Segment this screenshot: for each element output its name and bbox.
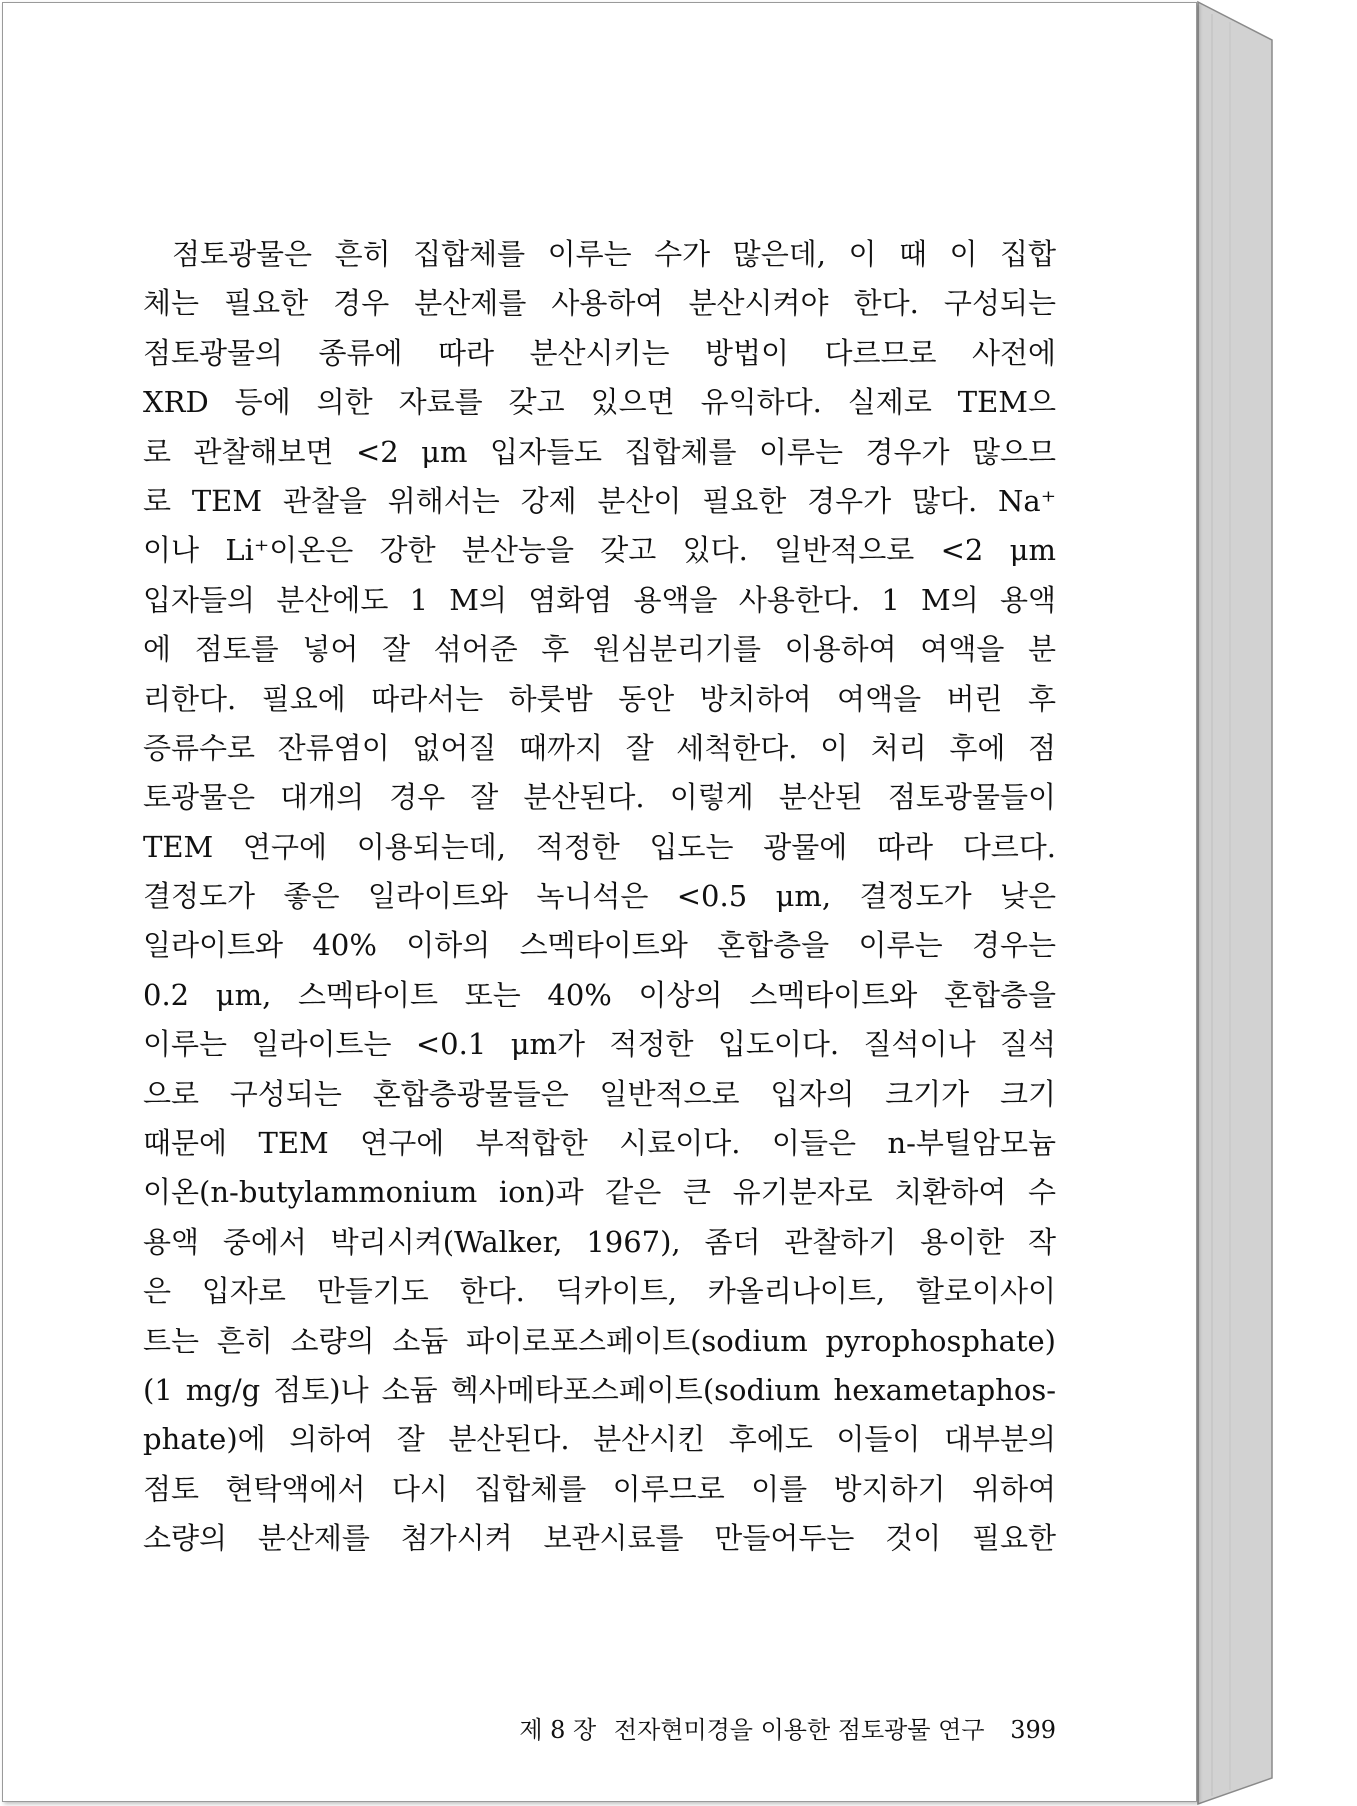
- text-line: 때문에 TEM 연구에 부적합한 시료이다. 이들은 n-부틸암모늄: [143, 1126, 1056, 1161]
- chapter-title: 전자현미경을 이용한 점토광물 연구: [613, 1716, 985, 1744]
- text-line: 0.2 μm, 스멕타이트 또는 40% 이상의 스멕타이트와 혼합층을: [143, 977, 1056, 1012]
- text-line: 트는 흔히 소량의 소듐 파이로포스페이트(sodium pyrophosphate): [143, 1323, 1056, 1358]
- text-line: 용액 중에서 박리시켜(Walker, 1967), 좀더 관찰하기 용이한 작: [143, 1224, 1056, 1259]
- body-text: [143, 230, 1056, 1564]
- text-line: 에 점토를 넣어 잘 섞어준 후 원심분리기를 이용하여 여액을 분: [143, 632, 1056, 667]
- text-line: 이루는 일라이트는 <0.1 μm가 적정한 입도이다. 질석이나 질석: [143, 1027, 1056, 1062]
- text-line: 일라이트와 40% 이하의 스멕타이트와 혼합층을 이루는 경우는: [143, 928, 1056, 963]
- running-footer: [143, 1710, 1056, 1745]
- text-line: 점토광물의 종류에 따라 분산시키는 방법이 다르므로 사전에: [143, 335, 1056, 370]
- text-line: phate)에 의하여 잘 분산된다. 분산시킨 후에도 이들이 대부분의: [143, 1422, 1056, 1457]
- text-line: 로 관찰해보면 <2 μm 입자들도 집합체를 이루는 경우가 많으므: [143, 434, 1056, 469]
- text-line: 리한다. 필요에 따라서는 하룻밤 동안 방치하여 여액을 버린 후: [143, 681, 1056, 716]
- text-line: 이나 Li⁺이온은 강한 분산능을 갖고 있다. 일반적으로 <2 μm: [143, 533, 1056, 568]
- text-line: 증류수로 잔류염이 없어질 때까지 잘 세척한다. 이 처리 후에 점: [143, 730, 1056, 765]
- text-line: 체는 필요한 경우 분산제를 사용하여 분산시켜야 한다. 구성되는: [143, 286, 1056, 321]
- text-line: 토광물은 대개의 경우 잘 분산된다. 이렇게 분산된 점토광물들이: [143, 780, 1056, 815]
- text-line: 점토 현탁액에서 다시 집합체를 이루므로 이를 방지하기 위하여: [143, 1471, 1056, 1506]
- text-line: 이온(n-butylammonium ion)과 같은 큰 유기분자로 치환하여 수: [143, 1175, 1056, 1210]
- text-line: 으로 구성되는 혼합층광물들은 일반적으로 입자의 크기가 크기: [143, 1076, 1056, 1111]
- text-line: 결정도가 좋은 일라이트와 녹니석은 <0.5 μm, 결정도가 낮은: [143, 879, 1056, 914]
- text-line: 소량의 분산제를 첨가시켜 보관시료를 만들어두는 것이 필요한: [143, 1521, 1056, 1556]
- text-line: TEM 연구에 이용되는데, 적정한 입도는 광물에 따라 다르다.: [143, 829, 1056, 864]
- text-line: 입자들의 분산에도 1 M의 염화염 용액을 사용한다. 1 M의 용액: [143, 582, 1056, 617]
- text-line: 점토광물은 흔히 집합체를 이루는 수가 많은데, 이 때 이 집합: [172, 237, 1056, 271]
- text-line: 로 TEM 관찰을 위해서는 강제 분산이 필요한 경우가 많다. Na⁺: [143, 483, 1056, 518]
- text-line: XRD 등에 의한 자료를 갖고 있으면 유익하다. 실제로 TEM으: [143, 385, 1056, 420]
- page-number: 399: [1010, 1716, 1056, 1744]
- text-line: 은 입자로 만들기도 한다. 딕카이트, 카올리나이트, 할로이사이: [143, 1274, 1056, 1309]
- chapter-number: 제 8 장: [519, 1716, 597, 1744]
- text-line: (1 mg/g 점토)나 소듐 헥사메타포스페이트(sodium hexametaphos-: [143, 1372, 1056, 1407]
